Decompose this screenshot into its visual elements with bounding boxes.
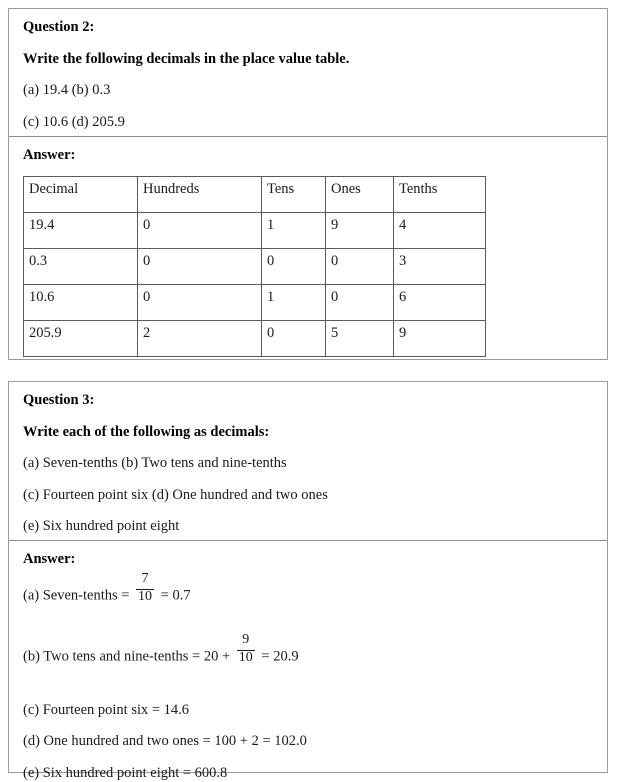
table-header-hundreds: Hundreds (138, 177, 262, 213)
question-3-prompt-section (9, 382, 607, 540)
table-cell: 4 (394, 213, 486, 249)
answer-line-b (23, 632, 593, 673)
table-header-row (24, 177, 486, 213)
table-cell: 0 (326, 285, 394, 321)
question-3-item-c-d: (c) Fourteen point six (d) One hundred and two ones (23, 486, 328, 503)
answer-a-suffix: = 0.7 (157, 587, 191, 604)
fraction-numerator: 9 (242, 632, 250, 648)
question-3-item-a-b: (a) Seven-tenths (b) Two tens and nine-tenths (23, 455, 287, 471)
fraction-numerator: 7 (141, 571, 149, 586)
answer-line-c: (c) Fourteen point six = 14.6 (23, 701, 190, 718)
table-cell: 9 (326, 213, 394, 249)
table-cell: 10.6 (24, 285, 138, 321)
answer-b-suffix: = 20.9 (257, 648, 299, 665)
table-cell: 0 (138, 249, 262, 285)
answer-line-a (23, 571, 593, 612)
table-cell: 9 (394, 321, 486, 357)
answer-line-e: (e) Six hundred point eight = 600.8 (23, 764, 228, 781)
table-row (24, 321, 486, 357)
fraction-nine-tenths (237, 633, 255, 665)
question-3-answer-section (9, 540, 607, 780)
table-cell: 0 (138, 285, 262, 321)
question-2-item-c-d: (c) 10.6 (d) 205.9 (23, 113, 125, 130)
question-2-prompt: Write the following decimals in the place value table. (23, 50, 350, 67)
table-header-tenths: Tenths (394, 177, 486, 213)
fraction-denominator: 10 (138, 588, 153, 604)
question-2-block (8, 8, 608, 360)
fraction-denominator: 10 (238, 650, 253, 666)
question-3-item-e: (e) Six hundred point eight (23, 518, 180, 534)
question-2-item-a-b: (a) 19.4 (b) 0.3 (23, 82, 111, 98)
table-cell: 1 (262, 213, 326, 249)
table-cell: 0.3 (24, 249, 138, 285)
table-cell: 3 (394, 249, 486, 285)
table-row (24, 213, 486, 249)
table-header-ones: Ones (326, 177, 394, 213)
table-header-tens: Tens (262, 177, 326, 213)
table-cell: 6 (394, 285, 486, 321)
question-3-answer-label: Answer: (23, 551, 76, 567)
question-3-heading: Question 3: (23, 392, 95, 408)
table-cell: 0 (326, 249, 394, 285)
question-2-answer-label: Answer: (23, 147, 76, 163)
question-3-prompt: Write each of the following as decimals: (23, 423, 270, 440)
answer-line-d: (d) One hundred and two ones = 100 + 2 = 102.0 (23, 733, 307, 750)
table-cell: 1 (262, 285, 326, 321)
question-2-answer-section (9, 136, 607, 357)
table-cell: 19.4 (24, 213, 138, 249)
place-value-table (23, 176, 486, 357)
table-row (24, 249, 486, 285)
table-cell: 2 (138, 321, 262, 357)
table-cell: 0 (138, 213, 262, 249)
fraction-seven-tenths (136, 572, 154, 604)
table-cell: 0 (262, 321, 326, 357)
table-cell: 205.9 (24, 321, 138, 357)
answer-b-prefix: (b) Two tens and nine-tenths = 20 + (23, 648, 234, 665)
answer-a-prefix: (a) Seven-tenths = (23, 587, 134, 604)
question-3-block (8, 381, 608, 781)
table-header-decimal: Decimal (24, 177, 138, 213)
question-2-heading: Question 2: (23, 19, 95, 35)
table-cell: 0 (262, 249, 326, 285)
question-2-prompt-section (9, 9, 607, 136)
table-cell: 5 (326, 321, 394, 357)
table-row (24, 285, 486, 321)
